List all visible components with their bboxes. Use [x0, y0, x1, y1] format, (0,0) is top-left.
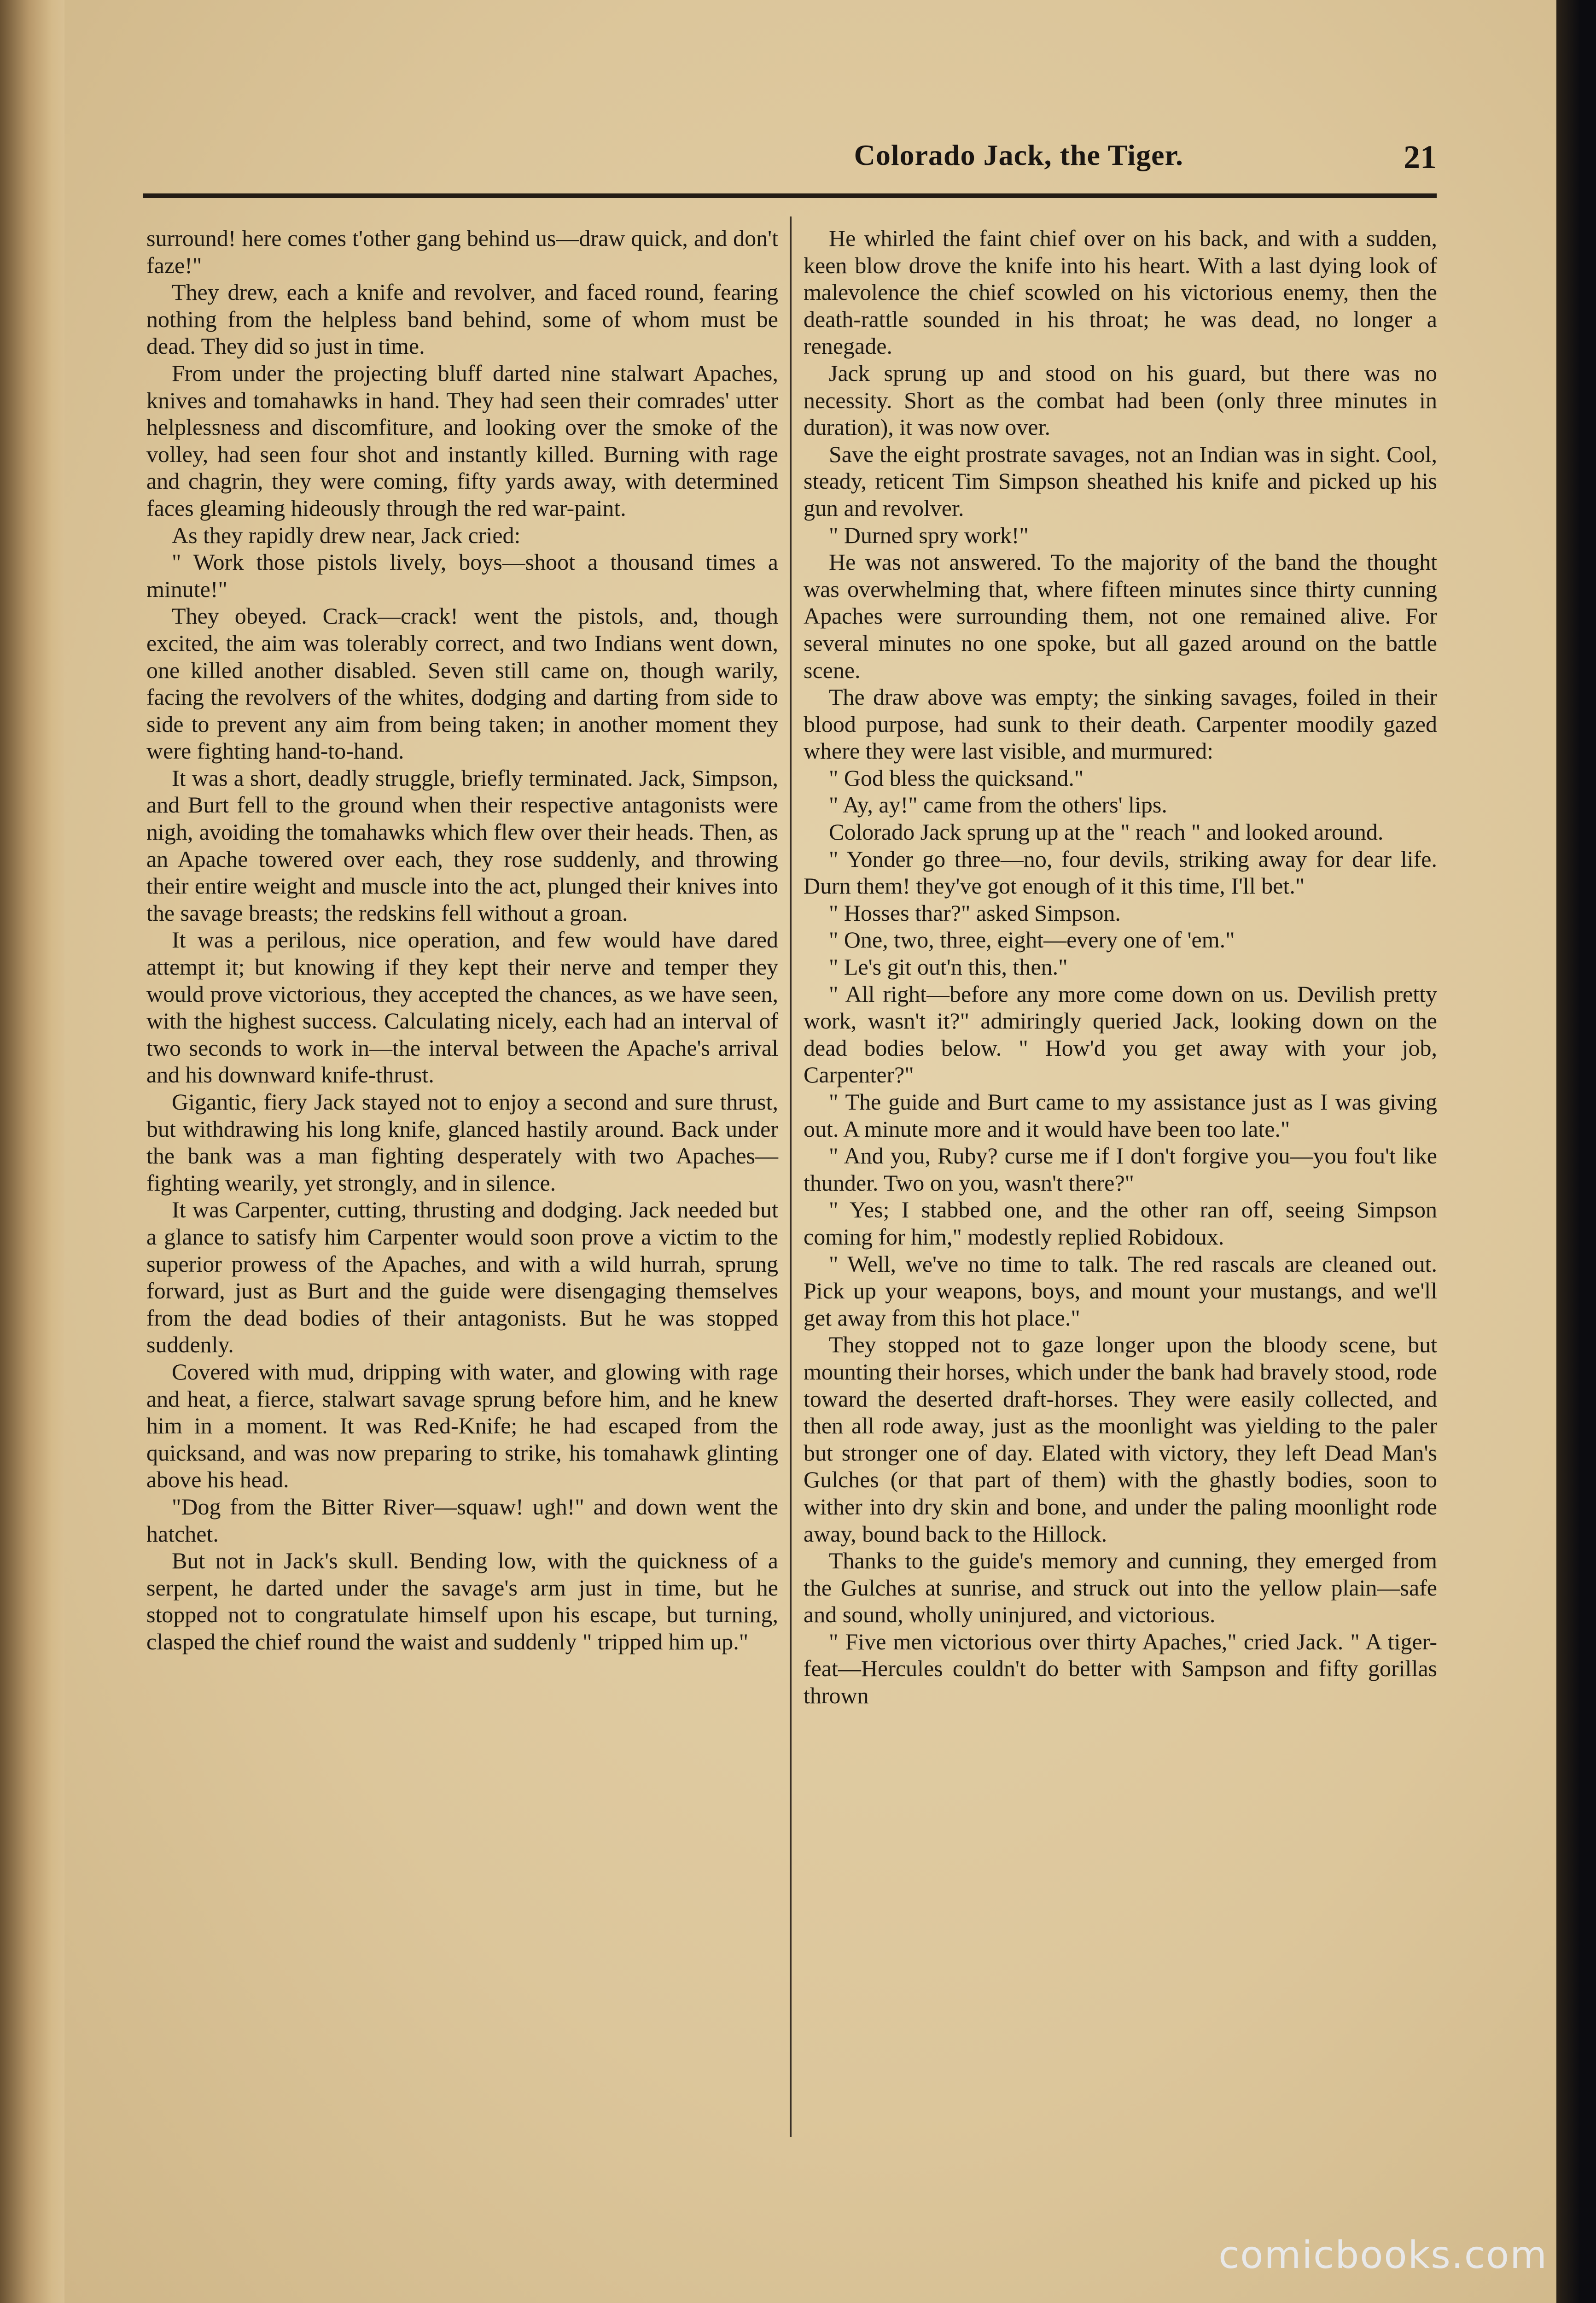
- paragraph: " Le's git out'n this, then.": [829, 954, 1068, 980]
- paragraph: Save the eight prostrate savages, not an Indian was in sight. Cool, steady, reticent Tim Simpson sheathed his knife and picked up his gun and revolver.: [804, 441, 1437, 521]
- paragraph: " One, two, three, eight—every one of 'em.": [829, 927, 1235, 953]
- paragraph: It was Carpenter, cutting, thrusting and dodging. Jack needed but a glance to satisfy him Carpenter would soon prove a victim to the superior prowess of the Apaches, and with a wild hurrah, sprung forward, just as Burt and the guide were disengaging themselves from the dead bodies of their antagonists. But he was stopped suddenly.: [146, 1197, 778, 1358]
- paragraph: " Yes; I stabbed one, and the other ran off, seeing Simpson coming for him," modestly replied Robidoux.: [804, 1197, 1437, 1250]
- paragraph: Thanks to the guide's memory and cunning, they emerged from the Gulches at sunrise, and struck out into the yellow plain—safe and sound, wholly uninjured, and victorious.: [804, 1548, 1437, 1628]
- paragraph: As they rapidly drew near, Jack cried:: [172, 522, 521, 548]
- left-column: [146, 225, 778, 1655]
- paragraph: It was a short, deadly struggle, briefly terminated. Jack, Simpson, and Burt fell to the ground when their respective antagonists were nigh, avoiding the tomahawks which flew over their heads. Then, as an Apache towered over each, they rose suddenly, and throwing their entire weight and muscle into the act, plunged their knives into the savage breasts; the redskins fell without a groan.: [146, 765, 778, 926]
- paragraph: " Ay, ay!" came from the others' lips.: [829, 792, 1167, 818]
- page-number: 21: [1404, 139, 1437, 175]
- paragraph: Colorado Jack sprung up at the " reach " and looked around.: [829, 819, 1384, 845]
- paragraph: They stopped not to gaze longer upon the bloody scene, but mounting their horses, which under the bank had bravely stood, rode toward the deserted draft-horses. They were easily collected, and then all rode away, just as the moonlight was yielding to the paler but stronger one of day. Elated with victory, they left Dead Man's Gulches (or that part of them) with the ghastly bodies, soon to wither into dry skin and bone, and under the paling moonlight rode away, bound back to the Hillock.: [804, 1332, 1437, 1547]
- paragraph: They obeyed. Crack—crack! went the pistols, and, though excited, the aim was tolerably correct, and two Indians went down, one killed another disabled. Seven still came on, though warily, facing the revolvers of the whites, dodging and darting from side to side to prevent any aim from being taken; in another moment they were fighting hand-to-hand.: [146, 603, 778, 764]
- paragraph: surround! here comes t'other gang behind us—draw quick, and don't faze!": [146, 225, 778, 278]
- paragraph: " All right—before any more come down on us. Devilish pretty work, wasn't it?" admiringly queried Jack, looking down on the dead bodies below. " How'd you get away with your job, Carpenter?": [804, 981, 1437, 1088]
- paragraph: " Work those pistols lively, boys—shoot a thousand times a minute!": [146, 549, 778, 602]
- column-divider: [790, 216, 792, 2137]
- paragraph: " Durned spry work!": [829, 522, 1029, 548]
- page-edge-shadow: [1556, 0, 1596, 2303]
- paragraph: " Well, we've no time to talk. The red rascals are cleaned out. Pick up your weapons, boys, and mount your mustangs, and we'll get away from this hot place.": [804, 1251, 1437, 1331]
- right-column: [804, 225, 1437, 1709]
- paragraph: It was a perilous, nice operation, and few would have dared attempt it; but knowing if they kept their nerve and temper they would prove victorious, they accepted the chances, as we have seen, with the highest success. Calculating nicely, each had an interval of two seconds to work in—the interval between the Apache's arrival and his downward knife-thrust.: [146, 927, 778, 1088]
- paragraph: " Yonder go three—no, four devils, striking away for dear life. Durn them! they've got enough of it this time, I'll bet.": [804, 846, 1437, 899]
- paragraph: But not in Jack's skull. Bending low, with the quickness of a serpent, he darted under the savage's arm just in time, but he stopped not to congratulate himself upon his escape, but turning, clasped the chief round the waist and suddenly " tripped him up.": [146, 1548, 778, 1654]
- page-spine: [0, 0, 64, 2303]
- paragraph: " Hosses thar?" asked Simpson.: [829, 900, 1121, 926]
- paragraph: They drew, each a knife and revolver, and faced round, fearing nothing from the helpless band behind, some of whom must be dead. They did so just in time.: [146, 279, 778, 359]
- paragraph: " God bless the quicksand.": [829, 765, 1084, 791]
- paragraph: From under the projecting bluff darted nine stalwart Apaches, knives and tomahawks in hand. They had seen their comrades' utter helplessness and discomfiture, and looking over the smoke of the volley, had seen four shot and instantly killed. Burning with rage and chagrin, they were coming, fifty yards away, with determined faces gleaming hideously through the red war-paint.: [146, 360, 778, 521]
- paragraph: " And you, Ruby? curse me if I don't forgive you—you fou't like thunder. Two on you, wasn't there?": [804, 1143, 1437, 1196]
- paragraph: " Five men victorious over thirty Apaches," cried Jack. " A tiger-feat—Hercules couldn't do better with Sampson and fifty gorillas thrown: [804, 1628, 1437, 1709]
- paragraph: " The guide and Burt came to my assistance just as I was giving out. A minute more and it would have been too late.": [804, 1089, 1437, 1142]
- page-header: [69, 138, 1437, 198]
- paragraph: Jack sprung up and stood on his guard, but there was no necessity. Short as the combat had been (only three minutes in duration), it was now over.: [804, 360, 1437, 440]
- header-rule: [143, 193, 1437, 198]
- paragraph: Gigantic, fiery Jack stayed not to enjoy a second and sure thrust, but withdrawing his long knife, glanced hastily around. Back under the bank was a man fighting desperately with two Apaches—fighting wearily, yet strongly, and in silence.: [146, 1089, 778, 1196]
- paragraph: "Dog from the Bitter River—squaw! ugh!" and down went the hatchet.: [146, 1493, 778, 1547]
- paragraph: He whirled the faint chief over on his back, and with a sudden, keen blow drove the knife into his heart. With a last dying look of malevolence the chief scowled on his victorious enemy, then the death-rattle sounded in his throat; he was dead, no longer a renegade.: [804, 225, 1437, 359]
- running-title: Colorado Jack, the Tiger.: [854, 139, 1183, 171]
- watermark: comicbooks.com: [1218, 2233, 1548, 2277]
- paragraph: He was not answered. To the majority of the band the thought was overwhelming that, where fifteen minutes since thirty cunning Apaches were surrounding them, not one remained alive. For several minutes no one spoke, but all gazed around on the battle scene.: [804, 549, 1437, 683]
- paragraph: Covered with mud, dripping with water, and glowing with rage and heat, a fierce, stalwart savage sprung before him, and he knew him in a moment. It was Red-Knife; he had escaped from the quicksand, and was now preparing to strike, his tomahawk glinting above his head.: [146, 1358, 778, 1493]
- paragraph: The draw above was empty; the sinking savages, foiled in their blood purpose, had sunk to their death. Carpenter moodily gazed where they were last visible, and murmured:: [804, 684, 1437, 764]
